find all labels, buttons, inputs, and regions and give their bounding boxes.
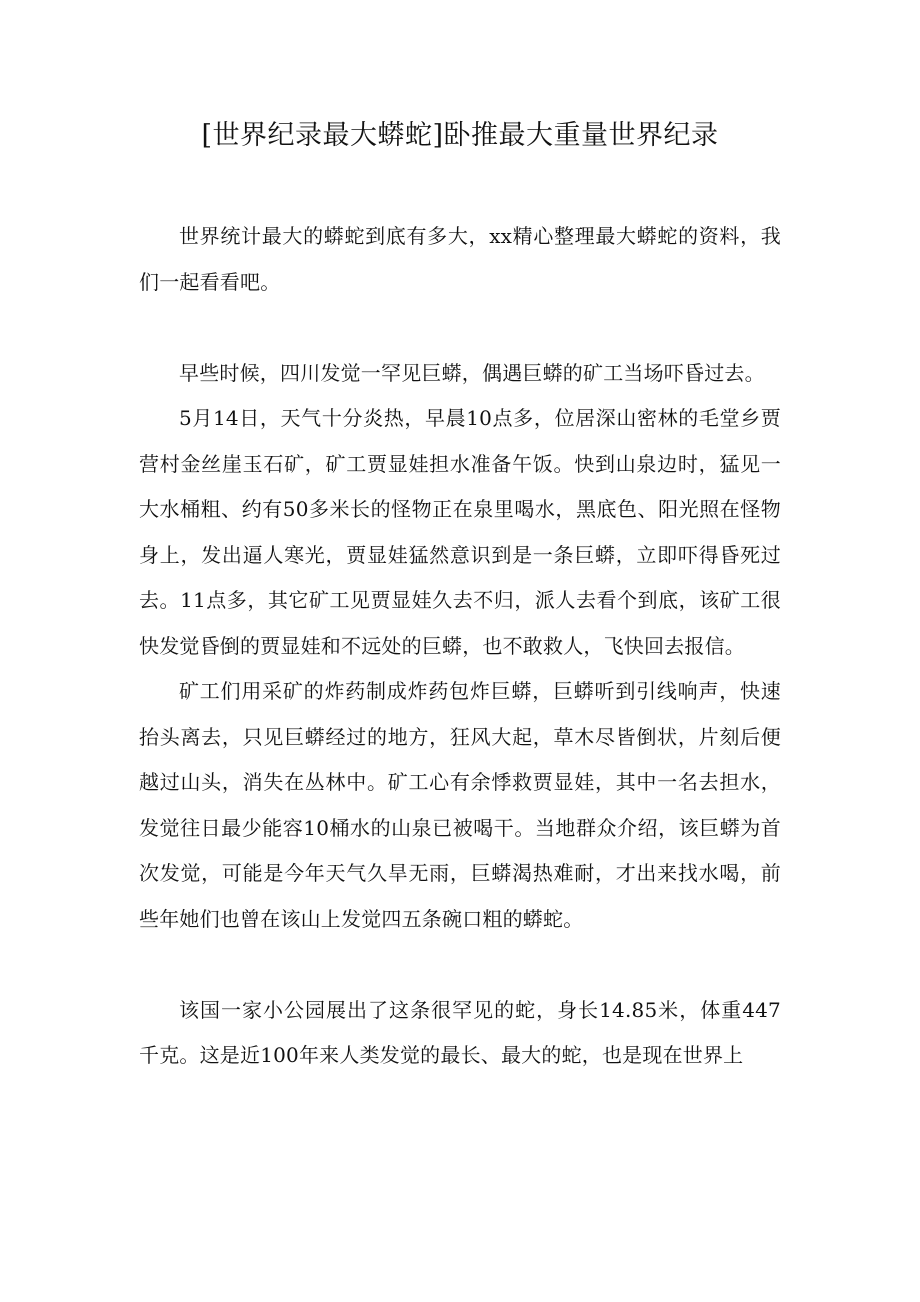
paragraph-discovery: 早些时候，四川发觉一罕见巨蟒，偶遇巨蟒的矿工当场吓昏过去。 — [179, 360, 765, 385]
paragraph-gap — [139, 305, 781, 351]
document-title: [世界纪录最大蟒蛇]卧推最大重量世界纪录 — [201, 120, 719, 151]
document-body — [139, 214, 781, 1079]
paragraph-intro: 世界统计最大的蟒蛇到底有多大，xx精心整理最大蟒蛇的资料，我们一起看看吧。 — [139, 224, 781, 294]
paragraph-explosion: 矿工们用采矿的炸药制成炸药包炸巨蟒，巨蟒听到引线响声，快速抬头离去，只见巨蟒经过的地方，狂风大起，草木尽皆倒状，片刻后便越过山头，消失在丛林中。矿工心有余悸救贾显娃，其中一名去担水，发觉往日最少能容10桶水的山泉已被喝干。当地群众介绍，该巨蟒为首次发觉，可能是今年天气久旱无雨，巨蟒渴热难耐，才出来找水喝，前些年她们也曾在该山上发觉四五条碗口粗的蟒蛇。 — [139, 679, 781, 931]
paragraph-gap — [139, 942, 781, 988]
paragraph-exhibit: 该国一家小公园展出了这条很罕见的蛇，身长14.85米，体重447千克。这是近100年来人类发觉的最长、最大的蛇，也是现在世界上 — [139, 997, 781, 1067]
paragraph-encounter: 5月14日，天气十分炎热，早晨10点多，位居深山密林的毛堂乡贾营村金丝崖玉石矿，矿工贾显娃担水准备午饭。快到山泉边时，猛见一大水桶粗、约有50多米长的怪物正在泉里喝水，黑底色、阳光照在怪物身上，发出逼人寒光，贾显娃猛然意识到是一条巨蟒，立即吓得昏死过去。11点多，其它矿工见贾显娃久去不归，派人去看个到底，该矿工很快发觉昏倒的贾显娃和不远处的巨蟒，也不敢救人，飞快回去报信。 — [139, 406, 781, 658]
